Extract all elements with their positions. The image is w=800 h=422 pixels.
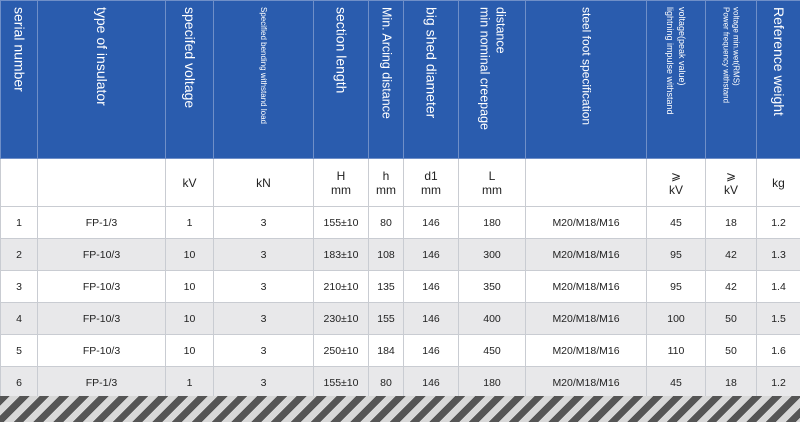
- header-voltage: specifed voltage: [166, 1, 214, 159]
- cell-weight: 1.5: [757, 303, 800, 335]
- header-power-line2: voltage min.wet(RMS): [731, 7, 741, 86]
- table-row: [1, 303, 800, 335]
- cell-bending: 3: [214, 239, 314, 271]
- cell-bending: 3: [214, 303, 314, 335]
- cell-section: 183±10: [314, 239, 369, 271]
- header-shed: big shed diameter: [404, 1, 459, 159]
- cell-arcing: 80: [369, 367, 404, 399]
- cell-creepage: 450: [459, 335, 526, 367]
- table-row: [1, 239, 800, 271]
- cell-lightning: 95: [647, 271, 706, 303]
- cell-steel: M20/M18/M16: [526, 335, 647, 367]
- unit-arcing: h mm: [369, 159, 404, 207]
- unit-weight: kg: [757, 159, 800, 207]
- cell-type: FP-10/3: [38, 335, 166, 367]
- cell-steel: M20/M18/M16: [526, 367, 647, 399]
- cell-lightning: 45: [647, 367, 706, 399]
- cell-lightning: 100: [647, 303, 706, 335]
- table-row: [1, 367, 800, 399]
- header-row: [1, 1, 800, 159]
- cell-voltage: 1: [166, 207, 214, 239]
- hatched-footer-band: [0, 396, 800, 422]
- header-section: section length: [314, 1, 369, 159]
- cell-creepage: 350: [459, 271, 526, 303]
- cell-section: 230±10: [314, 303, 369, 335]
- cell-steel: M20/M18/M16: [526, 271, 647, 303]
- cell-weight: 1.2: [757, 207, 800, 239]
- cell-power: 42: [706, 271, 757, 303]
- cell-shed: 146: [404, 271, 459, 303]
- cell-weight: 1.6: [757, 335, 800, 367]
- cell-creepage: 180: [459, 207, 526, 239]
- header-lightning-line2: voltage(peak value): [677, 7, 687, 86]
- cell-weight: 1.4: [757, 271, 800, 303]
- cell-bending: 3: [214, 367, 314, 399]
- cell-power: 18: [706, 207, 757, 239]
- header-creepage-line1: min nominal creepage: [477, 7, 492, 130]
- cell-lightning: 45: [647, 207, 706, 239]
- cell-arcing: 80: [369, 207, 404, 239]
- unit-power: ⩾ kV: [706, 159, 757, 207]
- unit-voltage: kV: [166, 159, 214, 207]
- cell-power: 42: [706, 239, 757, 271]
- cell-power: 50: [706, 335, 757, 367]
- header-power-line1: Power frequency withstand: [721, 7, 731, 104]
- cell-arcing: 135: [369, 271, 404, 303]
- cell-type: FP-10/3: [38, 303, 166, 335]
- header-lightning-line1: lightning impulse withstand: [665, 7, 675, 115]
- header-arcing: Min. Arcing distance: [369, 1, 404, 159]
- cell-bending: 3: [214, 335, 314, 367]
- cell-arcing: 155: [369, 303, 404, 335]
- cell-voltage: 10: [166, 335, 214, 367]
- cell-type: FP-1/3: [38, 367, 166, 399]
- unit-type: [38, 159, 166, 207]
- cell-steel: M20/M18/M16: [526, 303, 647, 335]
- header-weight: Reference weight: [757, 1, 800, 159]
- header-serial: serial number: [1, 1, 38, 159]
- cell-shed: 146: [404, 335, 459, 367]
- unit-shed: d1 mm: [404, 159, 459, 207]
- cell-power: 18: [706, 367, 757, 399]
- cell-steel: M20/M18/M16: [526, 239, 647, 271]
- cell-type: FP-1/3: [38, 207, 166, 239]
- cell-shed: 146: [404, 303, 459, 335]
- unit-lightning: ⩾ kV: [647, 159, 706, 207]
- cell-arcing: 108: [369, 239, 404, 271]
- cell-voltage: 10: [166, 303, 214, 335]
- cell-serial: 4: [1, 303, 38, 335]
- table-row: [1, 207, 800, 239]
- cell-creepage: 300: [459, 239, 526, 271]
- cell-type: FP-10/3: [38, 239, 166, 271]
- cell-section: 155±10: [314, 207, 369, 239]
- cell-steel: M20/M18/M16: [526, 207, 647, 239]
- cell-type: FP-10/3: [38, 271, 166, 303]
- header-power: [706, 1, 757, 159]
- cell-voltage: 10: [166, 239, 214, 271]
- table-row: [1, 335, 800, 367]
- cell-lightning: 95: [647, 239, 706, 271]
- cell-section: 250±10: [314, 335, 369, 367]
- cell-serial: 3: [1, 271, 38, 303]
- cell-voltage: 1: [166, 367, 214, 399]
- cell-lightning: 110: [647, 335, 706, 367]
- cell-shed: 146: [404, 239, 459, 271]
- cell-weight: 1.2: [757, 367, 800, 399]
- cell-section: 155±10: [314, 367, 369, 399]
- unit-bending: kN: [214, 159, 314, 207]
- header-creepage: [459, 1, 526, 159]
- cell-shed: 146: [404, 367, 459, 399]
- header-lightning: [647, 1, 706, 159]
- unit-serial: [1, 159, 38, 207]
- unit-steel: [526, 159, 647, 207]
- cell-shed: 146: [404, 207, 459, 239]
- units-row: [1, 159, 800, 207]
- cell-serial: 2: [1, 239, 38, 271]
- header-steel: steel foot specification: [526, 1, 647, 159]
- unit-section: H mm: [314, 159, 369, 207]
- cell-creepage: 180: [459, 367, 526, 399]
- header-type: type of insulator: [38, 1, 166, 159]
- cell-arcing: 184: [369, 335, 404, 367]
- cell-bending: 3: [214, 271, 314, 303]
- unit-creepage: L mm: [459, 159, 526, 207]
- cell-bending: 3: [214, 207, 314, 239]
- cell-section: 210±10: [314, 271, 369, 303]
- cell-weight: 1.3: [757, 239, 800, 271]
- cell-creepage: 400: [459, 303, 526, 335]
- cell-serial: 5: [1, 335, 38, 367]
- table-row: [1, 271, 800, 303]
- header-creepage-line2: distance: [493, 7, 508, 54]
- cell-power: 50: [706, 303, 757, 335]
- cell-serial: 6: [1, 367, 38, 399]
- header-bending: Specified bending withstand load: [214, 1, 314, 159]
- cell-voltage: 10: [166, 271, 214, 303]
- cell-serial: 1: [1, 207, 38, 239]
